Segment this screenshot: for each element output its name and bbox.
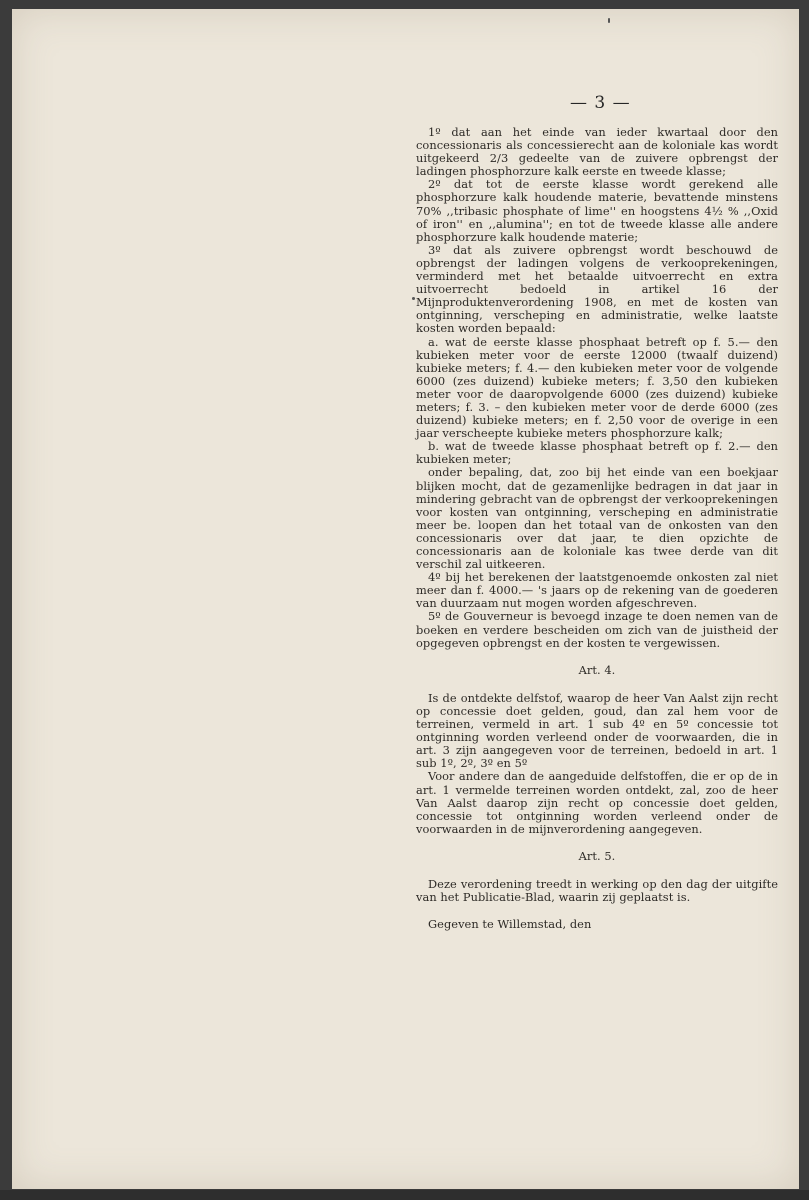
article-4-paragraph-2: Voor andere dan de aangeduide delfstoffen, die er op de in art. 1 vermelde terreinen worden ontdekt, zal, zoo de heer Van Aalst daarop zijn recht op concessie doet gelden, concessie tot ontginning worden verleend onder de voorwaarden in de mijnverordening aangegeven. [416,769,778,836]
condition-3-a: a. wat de eerste klasse phosphaat betreft op f. 5.— den kubieken meter voor de eerste 12000 (twaalf duizend) kubieke meters; f. 4.— den kubieken meter voor de volgende 6000 (zes duizend) kubieke meters; f. 3,50 den kubieken meter voor de daaropvolgende 6000 (zes duizend) kubieke meters; f. 3. – den kubieken meter voor de derde 6000 (zes duizend) kubieke meters; en f. 2,50 voor de overige in een jaar verscheepte kubieke meters phosphorzure kalk; [416,334,778,441]
page-edge-shadow [0,1190,809,1200]
condition-3-proviso: onder bepaling, dat, zoo bij het einde van een boekjaar blijken mocht, dat de gezamenlijke bedragen in dat jaar in mindering gebracht van de opbrengst der verkooprekeningen voor kosten van ontginning, verscheping en administratie meer be. loopen dan het totaal van de onkosten van den concessionaris over dat jaar, te dien opzichte de concessionaris aan de koloniale kas twee derde van dit verschil zal uitkeeren. [416,465,778,572]
condition-1: 1º dat aan het einde van ieder kwartaal door den concessionaris als concessierecht aan de koloniale kas wordt uitgekeerd 2/3 gedeelte van de zuivere opbrengst der ladingen phosphorzure kalk eerste en tweede klasse; [416,125,778,179]
ink-speck [608,18,610,23]
condition-4: 4º bij het berekenen der laatstgenoemde onkosten zal niet meer dan f. 4000.— 's jaars op de rekening van de goederen van duurzaam nut mogen worden afgeschreven. [416,570,778,611]
article-4-paragraph-1: Is de ontdekte delfstof, waarop de heer Van Aalst zijn recht op concessie doet gelden, goud, dan zal hem voor de terreinen, vermeld in art. 1 sub 4º en 5º concessie tot ontginning worden verleend onder de voorwaarden, die in art. 3 zijn aangegeven voor de terreinen, bedoeld in art. 1 sub 1º, 2º, 3º en 5º [416,690,778,771]
condition-3-b: b. wat de tweede klasse phosphaat betreft op f. 2.— den kubieken meter; [416,439,778,467]
page-number: — 3 — [570,93,631,113]
document-body [416,126,778,931]
closing-line: Gegeven te Willemstad, den [428,917,592,932]
condition-5: 5º de Gouverneur is bevoegd inzage te doen nemen van de boeken en verdere bescheiden om zich van de juistheid der opgegeven opbrengst en der kosten te vergewissen. [416,609,778,650]
ink-speck [412,297,415,300]
condition-2: 2º dat tot de eerste klasse wordt gerekend alle phosphorzure kalk houdende materie, bevattende minstens 70% ,,tribasic phosphate of lime'' en hoogstens 4½ % ,,Oxid of iron'' en ,,alumina''; en tot de tweede klasse alle andere phosphorzure kalk houdende materie; [416,177,778,244]
article-5-heading: Art. 5. [578,848,616,863]
condition-3: 3º dat als zuivere opbrengst wordt beschouwd de opbrengst der ladingen volgens de verkooprekeningen, verminderd met het betaalde uitvoerrecht en extra uitvoerrecht bedoeld in artikel 16 der Mijnproduktenverordening 1908, en met de kosten van ontginning, verscheping en administratie, welke laatste kosten worden bepaald: [416,242,778,336]
article-5-paragraph-1: Deze verordening treedt in werking op den dag der uitgifte van het Publicatie-Blad, waarin zij geplaatst is. [416,876,778,905]
article-4-heading: Art. 4. [578,662,616,677]
